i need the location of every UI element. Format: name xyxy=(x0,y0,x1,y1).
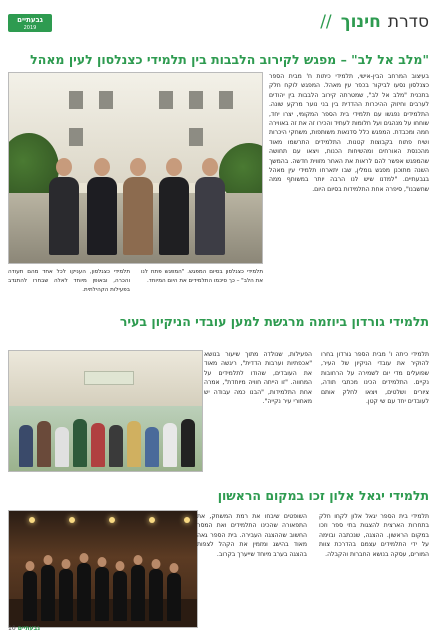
magazine-logo xyxy=(8,14,52,32)
article1-caption-right: תלמידי כצנלסון בסיום המפגש. "המפגש פתח לנו את הלב" – כך סיכמו התלמידים את היום המיוחד. xyxy=(141,269,263,284)
logo-name: גבעתיים xyxy=(17,16,43,24)
series-heading xyxy=(320,12,429,32)
article2-headline: תלמידי גורדון ביוזמה מרגשת למען עובדי הניקיון בעיר xyxy=(119,314,429,329)
footer-magazine-name: גבעתיים xyxy=(17,625,40,632)
article3-headline: תלמידי יגאל אלון זכו במקום הראשון xyxy=(217,488,429,503)
page-header xyxy=(0,0,441,46)
series-separator: // xyxy=(320,12,332,32)
article1-caption-left: תלמידי כצנלסון, העניקו לכל אחד מהם תעודה והכרה, ובאופן מיוחד לאלה שבחרו להתנדב בפעילות הקהילתית. xyxy=(8,269,130,293)
article1-photo xyxy=(8,72,263,264)
article1-body xyxy=(269,72,429,194)
series-label: סדרת xyxy=(387,12,429,32)
article2-column-left: הפעילות, שנולדה מתוך שיעור בנושא "אכפתיות וערבות הדדית", ריגשה מאוד את העובדים, שהודו לתלמידים על המחווה. "זו הייתה חוויה מיוחדת", אמרה אחת התלמידות, "הבנו כמה עבודה יש מאחורי עיר נקייה". xyxy=(204,351,312,406)
article3-column-right: תלמידי בית הספר יגאל אלון לקחו חלק בתחרות הארצית להצגות בתי ספר וזכו במקום הראשון. ההצגה, שנכתבה ובוימה על ידי התלמידים עצמם בהדרכת צוות המורים, עסקה בנושא החברות והקבלה. xyxy=(319,513,429,558)
article3-photo xyxy=(8,510,198,628)
article3-column-left: השופטים שיבחו את רמת המשחק, את התפאורה שהכינו התלמידים ואת המסר החשוב שההצגה העבירה. בית הספר גאה מאוד בהישג ומזמין את הקהל לצפות בהצגה בערב מיוחד שייערך בקרוב. xyxy=(197,513,307,558)
article2-photo xyxy=(8,350,203,472)
article1-paragraph: בעיצוב המרחב הבין-אישי, תלמידי כיתות ח' מבית הספר כצנלסון נסעו לביקור בכפר עין מאהל. המפגש לוקח חלק בתכנית "מלב אל לב", שמטרתה קירוב הלבבות בין יהודים לערבים וחיזוק ההיכרות ההדדית בין בני נוער מרקע שונה. התלמידים נפגשו עם תלמידי בית הספר המקומי, יצרו יחד, שוחחו על מנהגים ועל חלומות לעתיד והכירו זה את זה באווירה חמה ומכבדת. המפגש כלל סדנאות משותפות, משחקי היכרות ושיח פתוח בקבוצות קטנות. התלמידים התרשמו מאוד מהכנסת האורחים ומהשיחות הכנות, ויצאו עם תחושה שהמפגש אפשר להם לראות את האחר מזווית חדשה. בהמשך השנה מתוכנן מפגש גומלין, שבו יתארחו תלמידי עין מאהל בגבעתיים. "למדנו שיש לנו הרבה יותר במשותף ממה שחשבנו", סיפרה אחת התלמידות בסיום היום. xyxy=(269,73,429,193)
article2-column-right: תלמידי כיתה ו' מבית הספר גורדון בחרו להוקיר את עובדי הניקיון של העיר, שפועלים מדי יום לשמירה על הרחובות נקיים. התלמידים הכינו מכתבי תודה, ציורים ושלטים, ויצאו לחלק אותם לעובדים יחד עם שי קטן. xyxy=(321,351,429,406)
logo-year: 2019 xyxy=(23,25,37,31)
page-footer xyxy=(8,625,40,632)
article1-headline: "מלב אל לב" – מפגש לקירוב הלבבות בין תלמידי כצנלסון לעין מאהל xyxy=(30,52,429,67)
series-name: חינוך xyxy=(340,12,381,32)
page-number: 10 xyxy=(8,625,16,632)
